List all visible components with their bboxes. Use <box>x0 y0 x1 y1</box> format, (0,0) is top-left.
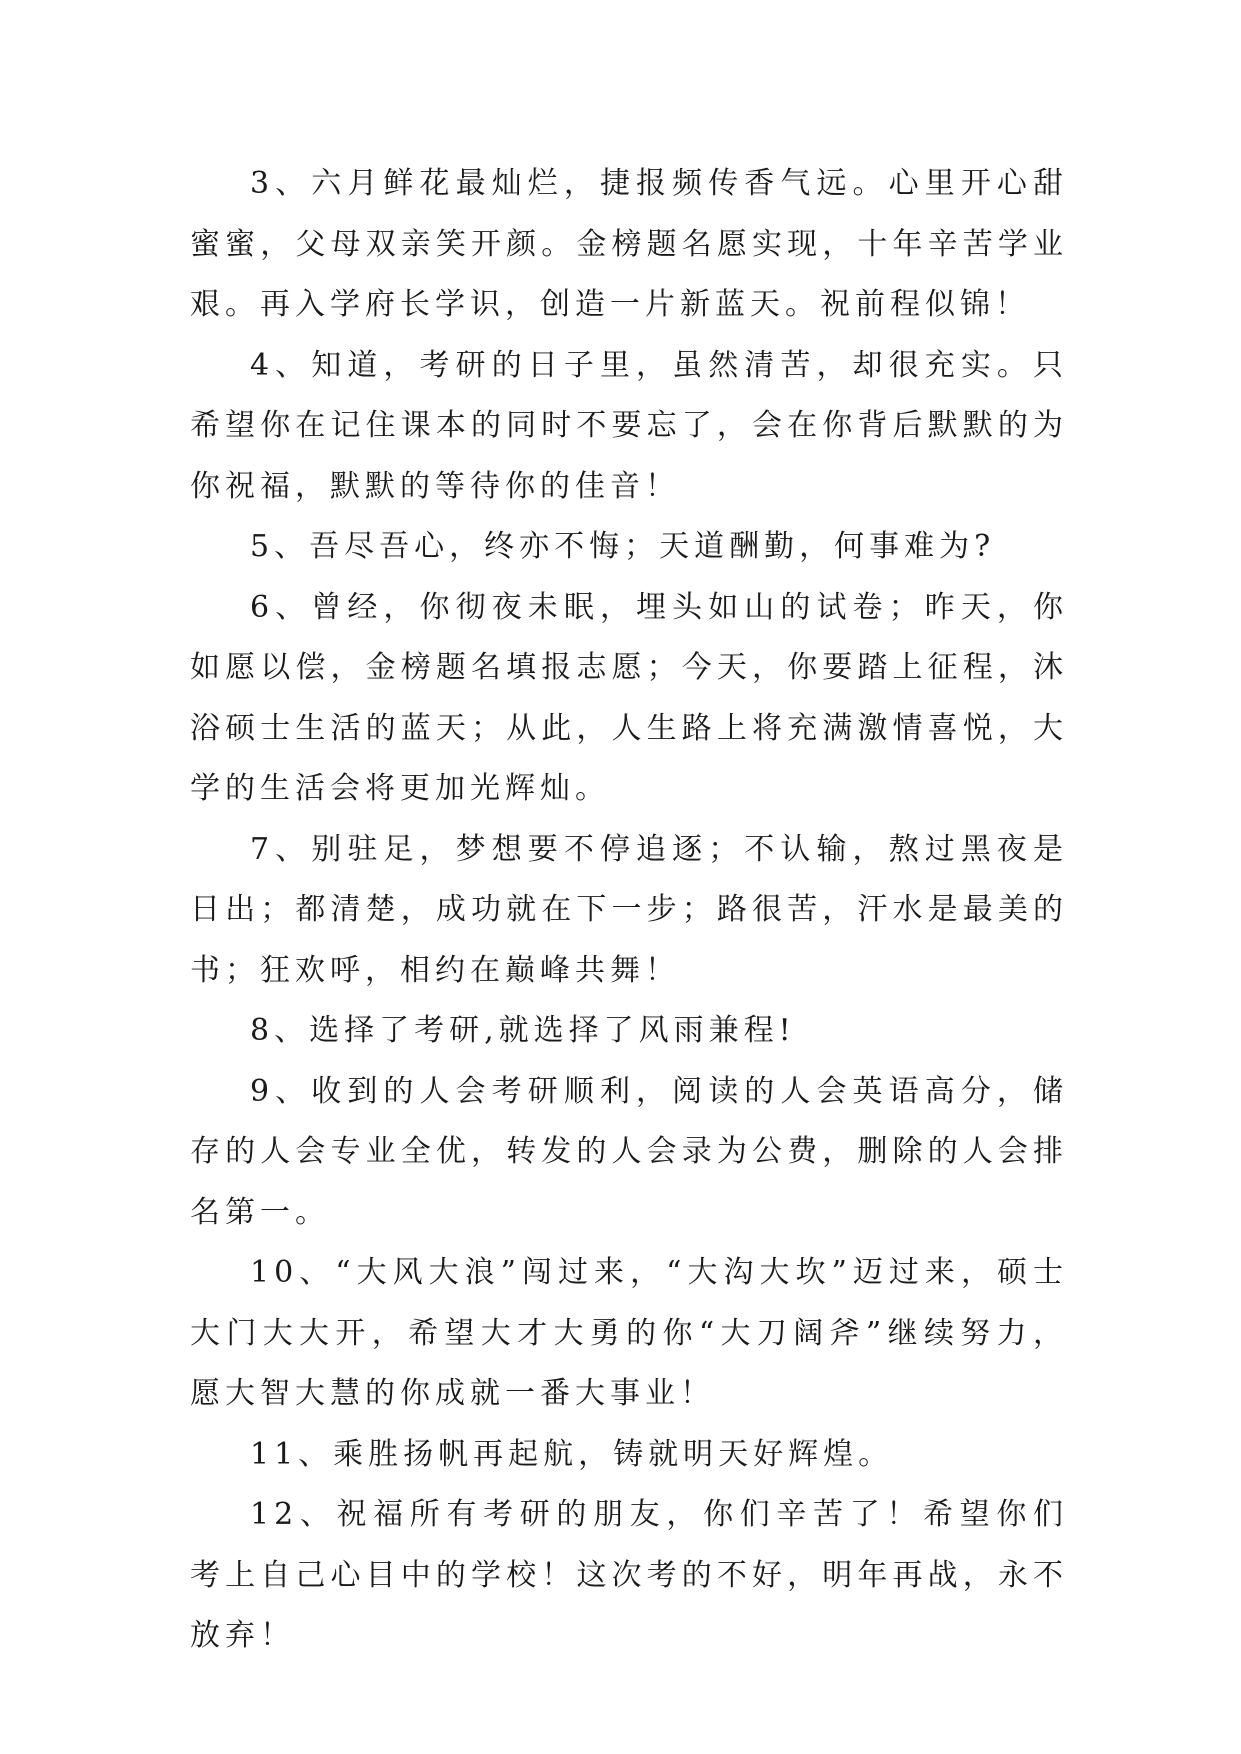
paragraph-9: 9、收到的人会考研顺利，阅读的人会英语高分，储存的人会专业全优，转发的人会录为公费，删除的人会排名第一。 <box>190 1073 1068 1230</box>
paragraph-10: 10、“大风大浪”闯过来，“大沟大坎”迈过来，硕士大门大大开，希望大才大勇的你“大刀阔斧”继续努力，愿大智大慧的你成就一番大事业！ <box>190 1255 1068 1411</box>
paragraph-4: 4、知道，考研的日子里，虽然清苦，却很充实。只希望你在记住课本的同时不要忘了，会在你背后默默的为你祝福，默默的等待你的佳音！ <box>190 347 1068 504</box>
paragraph-8: 8、选择了考研,就选择了风雨兼程! <box>250 1013 796 1048</box>
paragraph-7: 7、别驻足，梦想要不停追逐；不认输，熬过黑夜是日出；都清楚，成功就在下一步；路很苦，汗水是最美的书；狂欢呼，相约在巅峰共舞！ <box>190 831 1068 988</box>
document-body <box>190 154 1068 1667</box>
paragraph-5: 5、吾尽吾心，终亦不悔；天道酬勤，何事难为? <box>250 529 996 564</box>
paragraph-12: 12、祝福所有考研的朋友，你们辛苦了！希望你们考上自己心目中的学校！这次考的不好，明年再战，永不放弃！ <box>190 1497 1068 1653</box>
paragraph-11: 11、乘胜扬帆再起航，铸就明天好辉煌。 <box>250 1436 894 1472</box>
paragraph-6: 6、曾经，你彻夜未眠，埋头如山的试卷；昨天，你如愿以偿，金榜题名填报志愿；今天，你要踏上征程，沐浴硕士生活的蓝天；从此，人生路上将充满激情喜悦，大学的生活会将更加光辉灿。 <box>190 589 1068 806</box>
paragraph-3: 3、六月鲜花最灿烂，捷报频传香气远。心里开心甜蜜蜜，父母双亲笑开颜。金榜题名愿实现，十年辛苦学业艰。再入学府长学识，创造一片新蓝天。祝前程似锦！ <box>190 166 1068 322</box>
